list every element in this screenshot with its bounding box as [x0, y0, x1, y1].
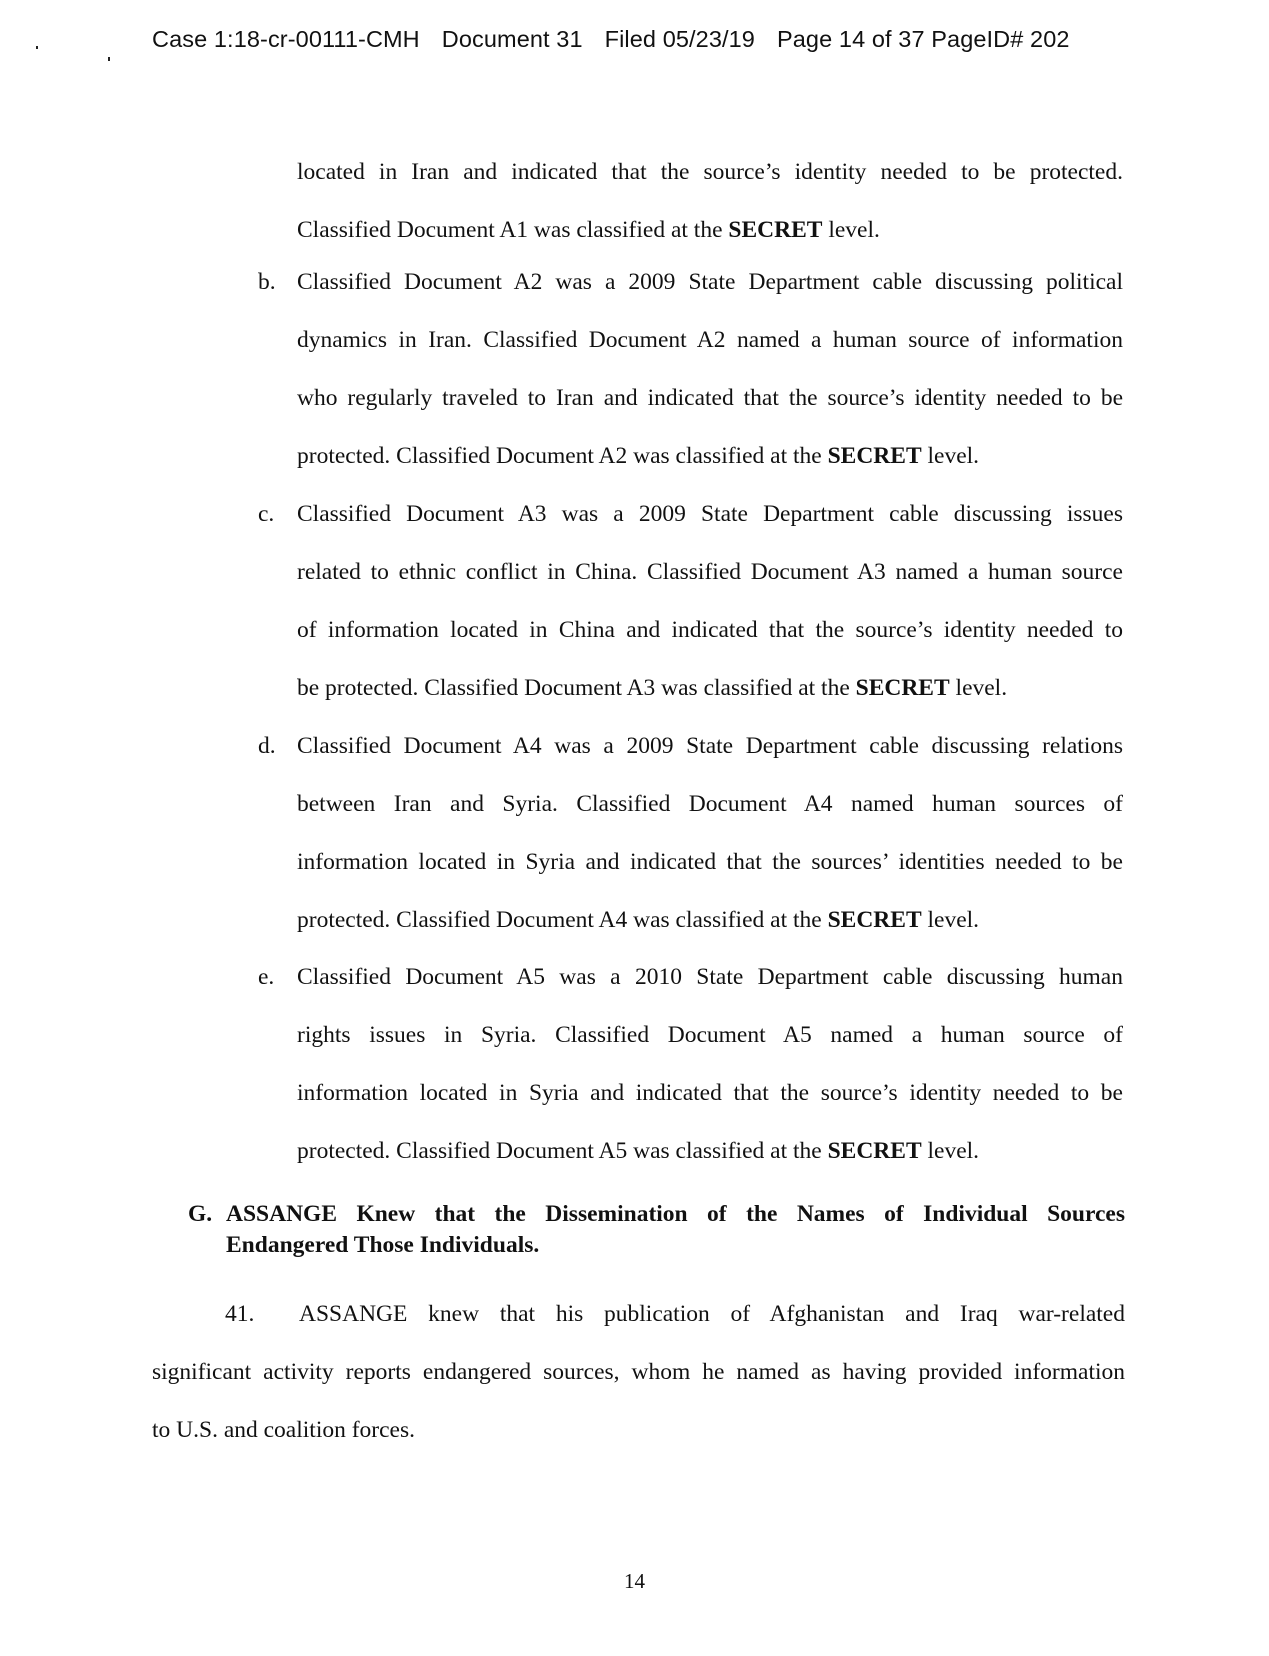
item-label: c.: [258, 501, 275, 527]
list-item-c: [258, 485, 1123, 717]
text-line: [297, 201, 1123, 259]
classification-level: SECRET: [855, 675, 950, 701]
text-span: level.: [921, 907, 980, 933]
heading-line: Endangered Those Individuals.: [226, 1232, 540, 1258]
text-span: Classified Document A1 was classified at the: [297, 217, 729, 243]
text-line: information located in Syria and indicated that the sources’ identities needed to be: [297, 849, 1123, 875]
text-line: [297, 891, 1123, 949]
list-item-d: [258, 717, 1123, 949]
scan-speck: [36, 46, 38, 49]
text-line: of information located in China and indicated that the source’s identity needed to: [297, 617, 1123, 643]
section-heading: [188, 1199, 1125, 1261]
page-info: Page 14 of 37 PageID# 202: [776, 26, 1070, 52]
filed-date: Filed 05/23/19: [604, 26, 755, 52]
text-span: be protected. Classified Document A3 was classified at the: [297, 675, 856, 701]
text-line: significant activity reports endangered sources, whom he named as having provided information: [152, 1359, 1125, 1385]
text-line: rights issues in Syria. Classified Document A5 named a human source of: [297, 1022, 1123, 1048]
classification-level: SECRET: [827, 1138, 922, 1164]
case-number: Case 1:18-cr-00111-CMH: [152, 26, 420, 52]
heading-text: [226, 1199, 1125, 1261]
classification-level: SECRET: [827, 443, 922, 469]
text-span: protected. Classified Document A4 was classified at the: [297, 907, 828, 933]
item-text: [297, 717, 1123, 949]
text-span: level.: [949, 675, 1008, 701]
text-line: [297, 1122, 1123, 1180]
text-line: [152, 1285, 1125, 1343]
text-span: ASSANGE knew that his publication of Afghanistan and Iraq war-related: [299, 1301, 1125, 1327]
heading-line: ASSANGE Knew that the Dissemination of the Names of Individual Sources: [226, 1201, 1125, 1227]
heading-label: G.: [188, 1201, 213, 1227]
text-span: level.: [921, 1138, 980, 1164]
classification-level: SECRET: [728, 217, 823, 243]
text-line: Classified Document A5 was a 2010 State Department cable discussing human: [297, 964, 1123, 990]
text-line: dynamics in Iran. Classified Document A2 named a human source of information: [297, 327, 1123, 353]
text-span: level.: [921, 443, 980, 469]
text-span: level.: [822, 217, 880, 243]
text-line: between Iran and Syria. Classified Document A4 named human sources of: [297, 791, 1123, 817]
text-line: Classified Document A2 was a 2009 State Department cable discussing political: [297, 269, 1123, 295]
text-line: Classified Document A4 was a 2009 State Department cable discussing relations: [297, 733, 1123, 759]
list-item-e: [258, 948, 1123, 1180]
text-line: who regularly traveled to Iran and indicated that the source’s identity needed to be: [297, 385, 1123, 411]
scan-speck: [108, 57, 110, 61]
classification-level: SECRET: [827, 907, 922, 933]
item-label: e.: [258, 964, 275, 990]
document-number: Document 31: [441, 26, 583, 52]
item-label: b.: [258, 269, 276, 295]
text-line: located in Iran and indicated that the source’s identity needed to be protected.: [297, 159, 1123, 185]
text-span: protected. Classified Document A2 was classified at the: [297, 443, 828, 469]
text-line: [297, 659, 1123, 717]
list-item-b: [258, 253, 1123, 485]
item-text: [297, 948, 1123, 1180]
text-span: protected. Classified Document A5 was classified at the: [297, 1138, 828, 1164]
text-line: related to ethnic conflict in China. Classified Document A3 named a human source: [297, 559, 1123, 585]
item-text: [297, 485, 1123, 717]
item-text: [297, 253, 1123, 485]
text-line: to U.S. and coalition forces.: [152, 1417, 416, 1443]
text-line: Classified Document A3 was a 2009 State Department cable discussing issues: [297, 501, 1123, 527]
continued-item-a: [297, 143, 1123, 259]
case-header: [152, 26, 1157, 53]
paragraph-number: 41.: [225, 1301, 255, 1327]
paragraph-41: [152, 1285, 1125, 1459]
text-line: information located in Syria and indicated that the source’s identity needed to be: [297, 1080, 1123, 1106]
text-line: [297, 427, 1123, 485]
page-number: 14: [624, 1569, 645, 1593]
item-label: d.: [258, 733, 276, 759]
